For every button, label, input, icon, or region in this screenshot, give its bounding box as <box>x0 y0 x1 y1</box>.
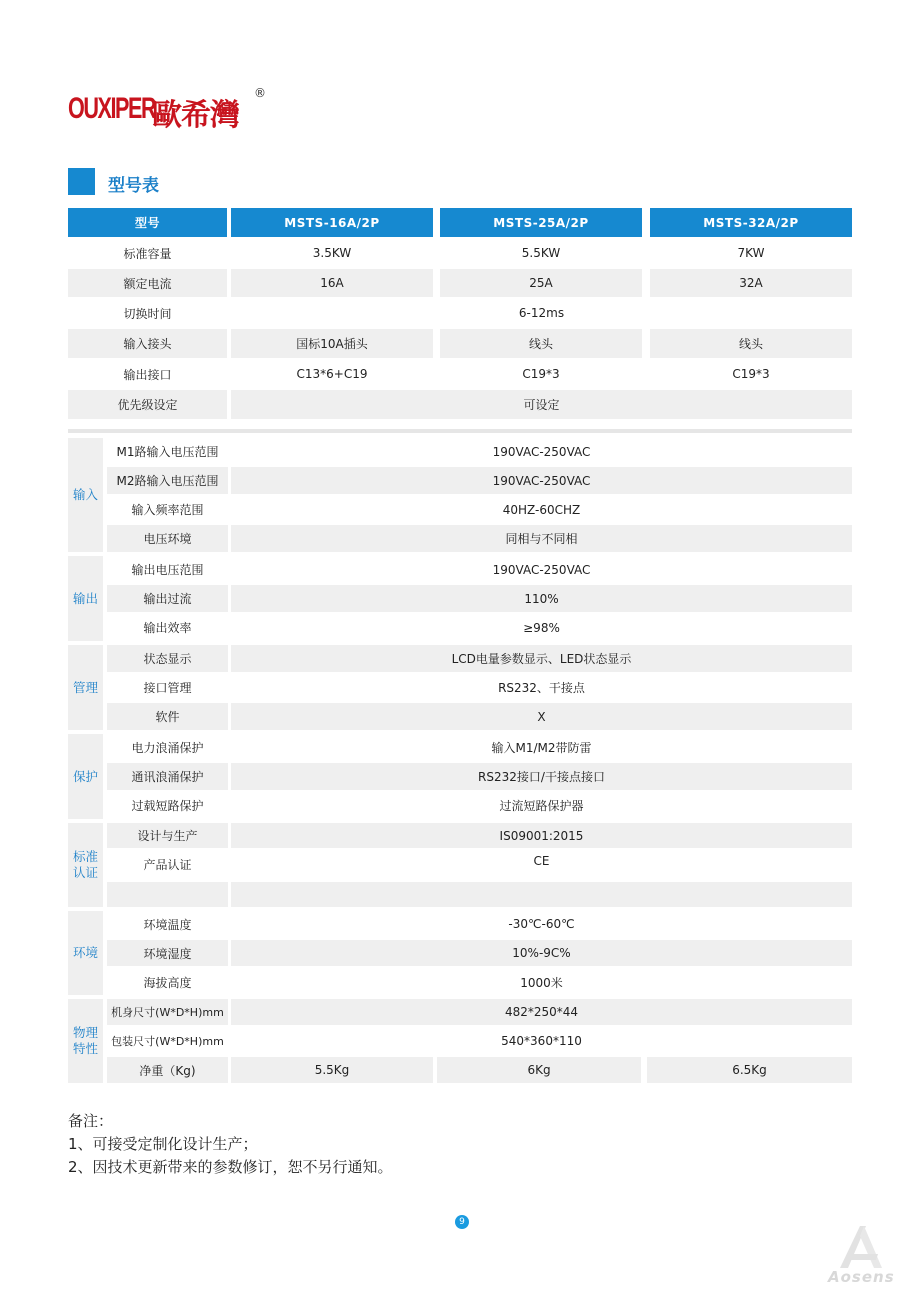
section-title: 型号表 <box>108 176 159 196</box>
spec-value: 10%-9C% <box>231 940 852 966</box>
spec-value: LCD电量参数显示、LED状态显示 <box>231 645 852 672</box>
spec-value-model-1: 3.5KW <box>231 239 433 267</box>
spec-value-model-2: 线头 <box>440 329 642 358</box>
spec-value-model-3: 线头 <box>650 329 852 358</box>
brand-logo-cjk: 歐希灣 <box>152 98 239 133</box>
spec-label: 优先级设定 <box>68 390 227 419</box>
spec-label: M2路输入电压范围 <box>107 467 228 494</box>
spec-value-model-1: 16A <box>231 269 433 297</box>
spec-value-merged: 6-12ms <box>231 299 852 327</box>
spec-label: 电压环境 <box>107 525 228 552</box>
notes <box>68 1110 393 1179</box>
spec-value: X <box>231 703 852 730</box>
spec-value: 190VAC-250VAC <box>231 556 852 583</box>
spec-label: 产品认证 <box>107 850 228 878</box>
spec-label: 软件 <box>107 703 228 730</box>
header-model-1: MSTS-16A/2P <box>231 208 433 237</box>
spec-label: 输出效率 <box>107 614 228 641</box>
spec-label: M1路输入电压范围 <box>107 438 228 465</box>
spec-label-empty <box>107 882 228 907</box>
spec-label: 环境温度 <box>107 911 228 937</box>
header-model-2: MSTS-25A/2P <box>440 208 642 237</box>
spec-label: 标准容量 <box>68 239 227 267</box>
spec-value-model-1: 国标10A插头 <box>231 329 433 358</box>
spec-label: 净重（Kg) <box>107 1057 228 1083</box>
spec-label: 过载短路保护 <box>107 792 228 819</box>
spec-label: 额定电流 <box>68 269 227 297</box>
notes-title: 备注： <box>68 1112 114 1130</box>
brand-logo-latin: OUXIPER <box>68 92 156 125</box>
group-label-environment: 环境 <box>68 911 103 995</box>
group-label-line: 特性 <box>72 1041 98 1056</box>
spec-value-merged: 可设定 <box>231 390 852 419</box>
spec-value-empty <box>231 882 852 907</box>
spec-label: 环境湿度 <box>107 940 228 966</box>
spec-value: 40HZ-60CHZ <box>231 496 852 523</box>
spec-label: 输入频率范围 <box>107 496 228 523</box>
spec-label: 切换时间 <box>68 299 227 327</box>
spec-label: 通讯浪涌保护 <box>107 763 228 790</box>
spec-value-model-3: 6.5Kg <box>647 1057 852 1083</box>
spec-value: 同相与不同相 <box>231 525 852 552</box>
spec-label: 输出电压范围 <box>107 556 228 583</box>
group-label-protection: 保护 <box>68 734 103 819</box>
group-label-certification <box>68 823 103 907</box>
spec-value: ≥98% <box>231 614 852 641</box>
spec-value: RS232、干接点 <box>231 674 852 701</box>
page-number: 9 <box>455 1215 469 1229</box>
table-divider <box>68 429 852 433</box>
group-label-output: 输出 <box>68 556 103 641</box>
spec-label: 状态显示 <box>107 645 228 672</box>
spec-value-model-3: 7KW <box>650 239 852 267</box>
spec-label: 机身尺寸(W*D*H)mm <box>107 999 228 1025</box>
spec-value-model-3: C19*3 <box>650 360 852 388</box>
spec-label: 设计与生产 <box>107 823 228 848</box>
spec-value: 输入M1/M2带防雷 <box>231 734 852 761</box>
group-label-input: 输入 <box>68 438 103 552</box>
group-label-physical <box>68 999 103 1083</box>
spec-label: 包装尺寸(W*D*H)mm <box>107 1028 228 1054</box>
spec-value: 482*250*44 <box>231 999 852 1025</box>
spec-label: 海拔高度 <box>107 969 228 995</box>
registered-mark: ® <box>254 86 266 100</box>
spec-value-model-2: 25A <box>440 269 642 297</box>
spec-value-model-1: 5.5Kg <box>231 1057 433 1083</box>
spec-label: 输出过流 <box>107 585 228 612</box>
spec-label: 输出接口 <box>68 360 227 388</box>
group-label-management: 管理 <box>68 645 103 730</box>
spec-label: 输入接头 <box>68 329 227 358</box>
spec-value-model-3: 32A <box>650 269 852 297</box>
spec-label: 接口管理 <box>107 674 228 701</box>
header-model-3: MSTS-32A/2P <box>650 208 852 237</box>
spec-value: 190VAC-250VAC <box>231 438 852 465</box>
spec-value: IS09001:2015 <box>231 823 852 848</box>
spec-value: 1000米 <box>231 969 852 995</box>
section-marker <box>68 168 95 195</box>
spec-value-model-1: C13*6+C19 <box>231 360 433 388</box>
spec-value-model-2: C19*3 <box>440 360 642 388</box>
spec-value: RS232接口/干接点接口 <box>231 763 852 790</box>
group-label-line: 认证 <box>72 865 98 880</box>
spec-value: 过流短路保护器 <box>231 792 852 819</box>
spec-value-model-2: 6Kg <box>437 1057 641 1083</box>
spec-value: CE <box>231 850 852 872</box>
spec-label: 电力浪涌保护 <box>107 734 228 761</box>
spec-value: 540*360*110 <box>231 1028 852 1054</box>
group-label-line: 物理 <box>72 1025 98 1040</box>
spec-value-model-2: 5.5KW <box>440 239 642 267</box>
notes-line-1: 1、可接受定制化设计生产； <box>68 1135 258 1153</box>
notes-line-2: 2、因技术更新带来的参数修订，恕不另行通知。 <box>68 1158 393 1176</box>
group-label-line: 标准 <box>72 849 98 864</box>
header-model-label: 型号 <box>68 208 227 237</box>
watermark-text: Aosens <box>828 1268 895 1286</box>
spec-value: -30℃-60℃ <box>231 911 852 937</box>
spec-value: 110% <box>231 585 852 612</box>
spec-value: 190VAC-250VAC <box>231 467 852 494</box>
